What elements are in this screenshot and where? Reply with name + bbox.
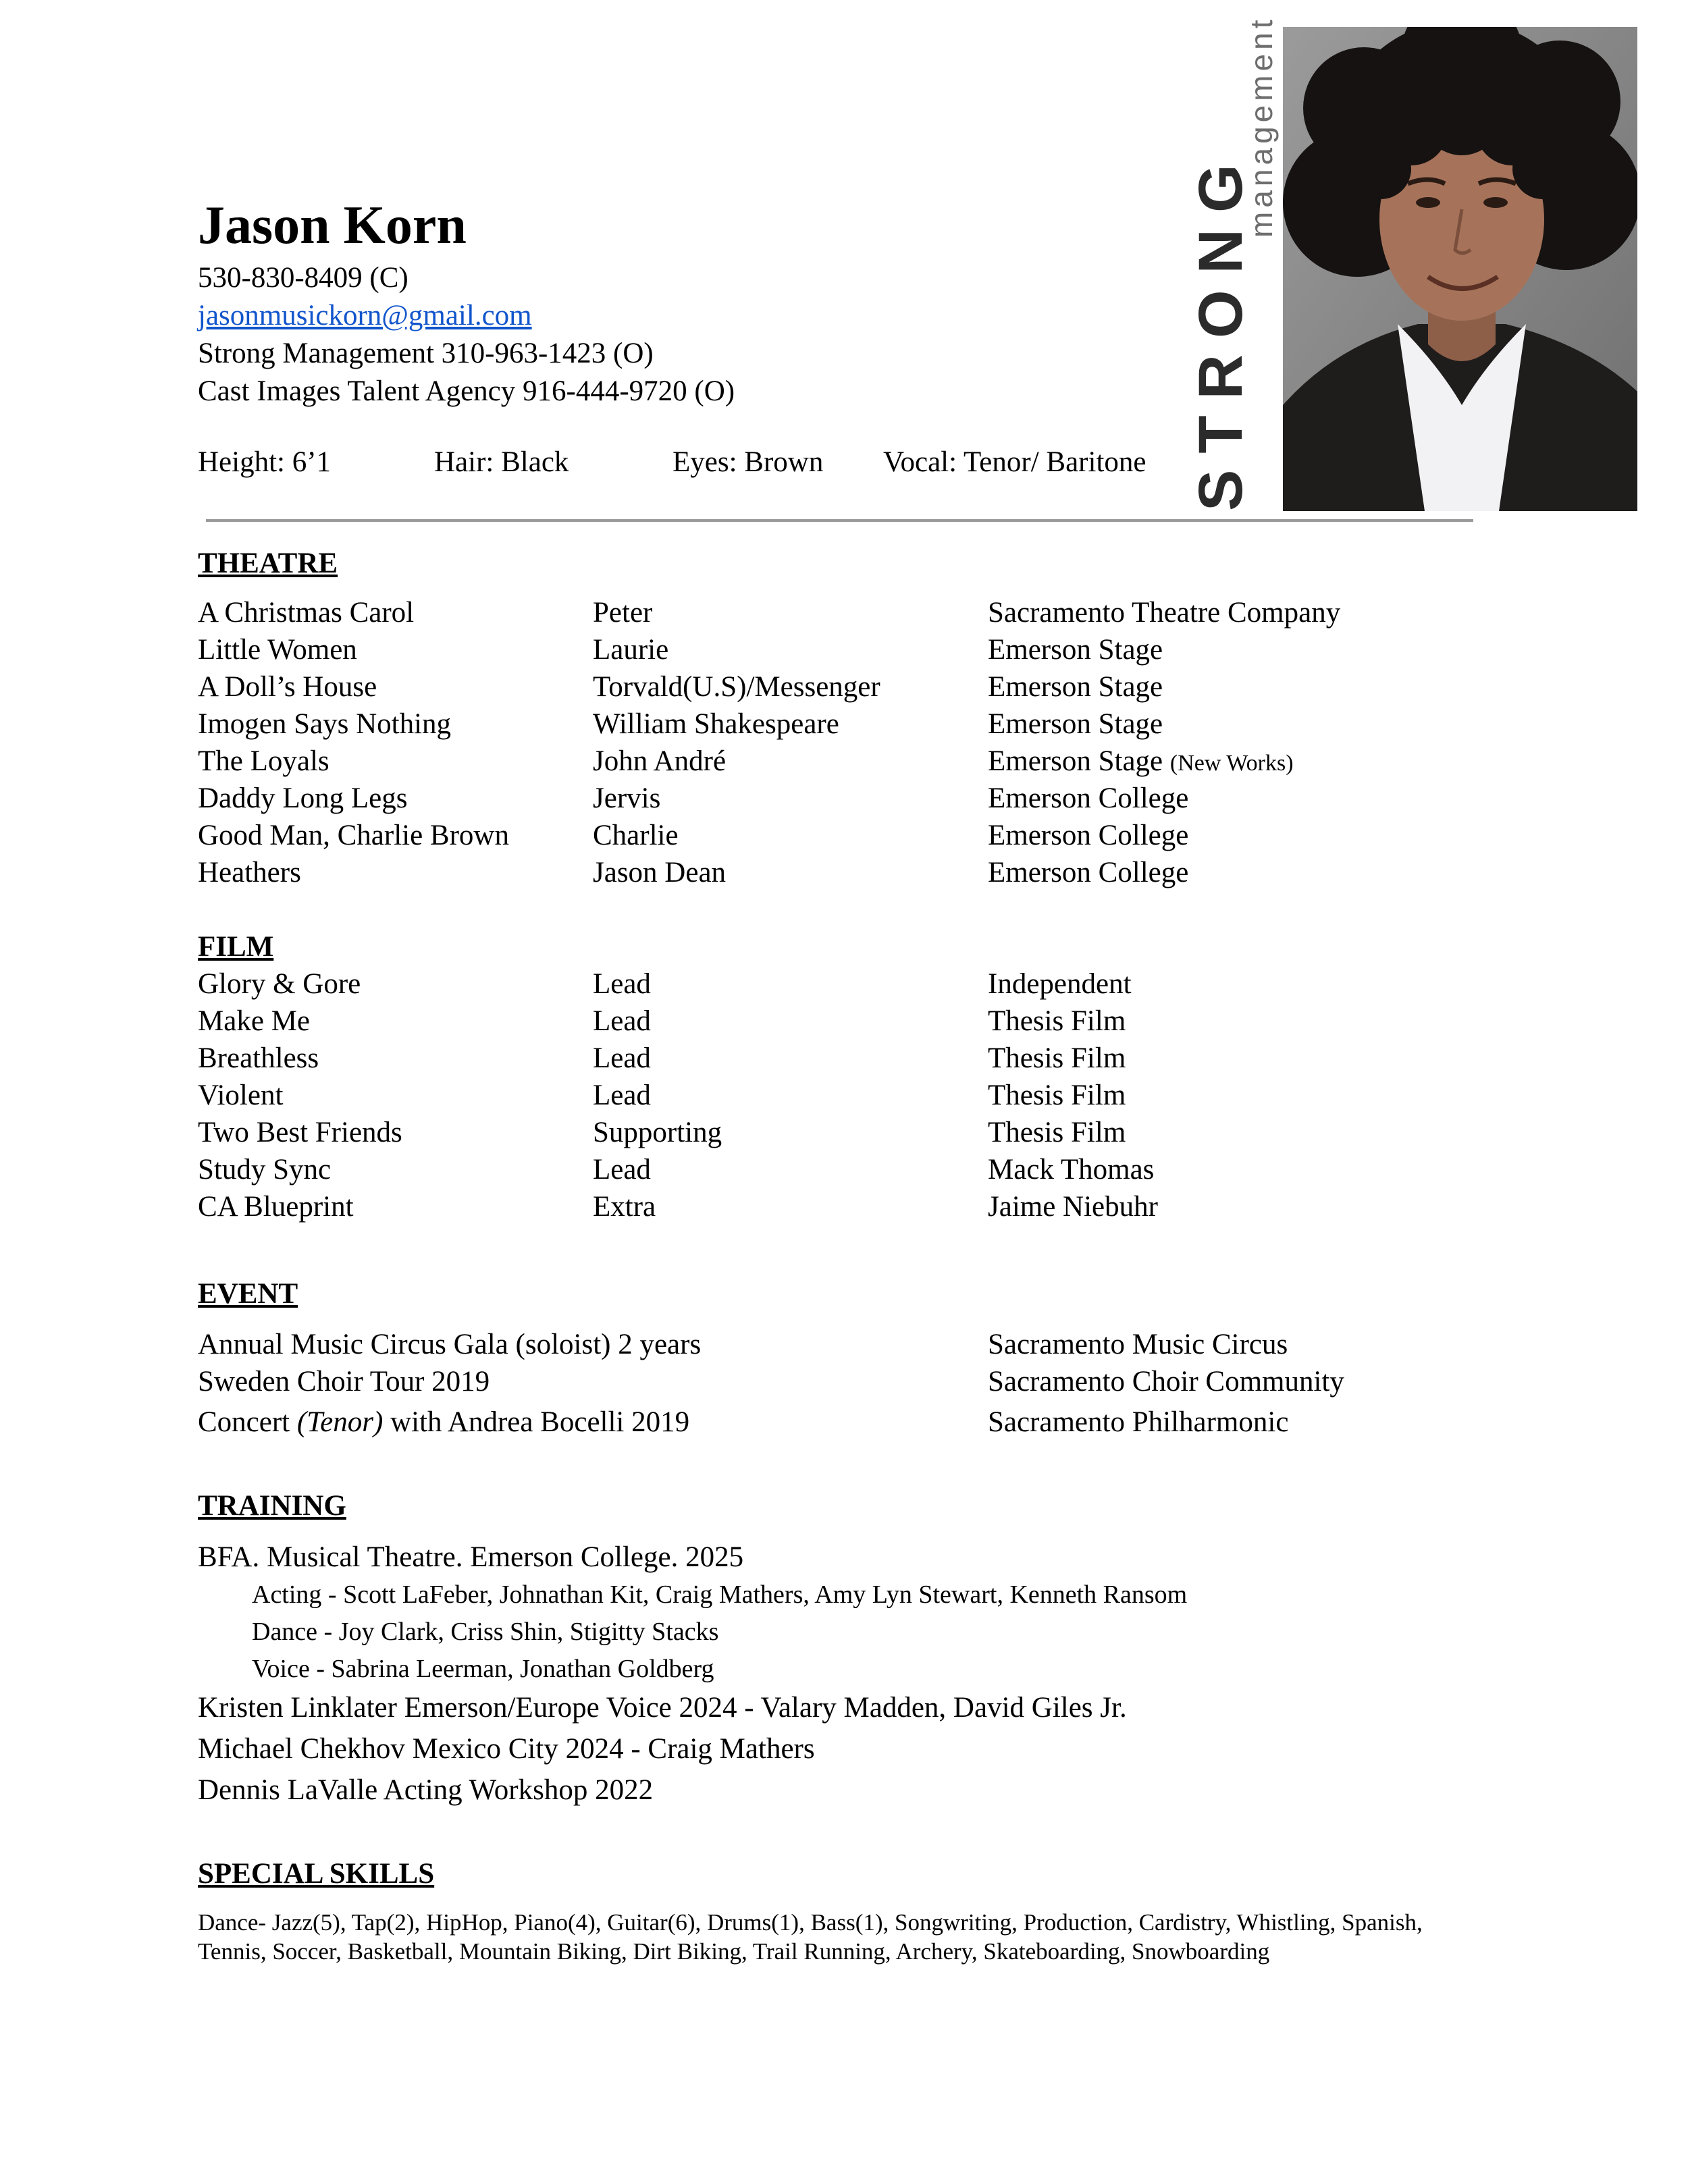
training-item: Dennis LaValle Acting Workshop 2022 <box>198 1774 654 1806</box>
eyes-stat: Eyes: Brown <box>672 446 824 478</box>
film-role: Lead <box>593 968 651 1000</box>
theatre-role: William Shakespeare <box>593 708 839 740</box>
degree: BFA. Musical Theatre. Emerson College. 2025 <box>198 1541 744 1573</box>
event-title-suffix: with Andrea Bocelli 2019 <box>383 1406 690 1438</box>
film-role: Extra <box>593 1191 656 1223</box>
film-company: Mack Thomas <box>988 1154 1155 1186</box>
film-title: Make Me <box>198 1005 310 1037</box>
event-title: Sweden Choir Tour 2019 <box>198 1366 490 1397</box>
film-role: Lead <box>593 1042 651 1074</box>
training-item: Michael Chekhov Mexico City 2024 - Craig Mathers <box>198 1733 815 1765</box>
theatre-role: Laurie <box>593 634 669 666</box>
theatre-title: Heathers <box>198 857 301 888</box>
event-company: Sacramento Choir Community <box>988 1366 1344 1397</box>
training-item: Kristen Linklater Emerson/Europe Voice 2024 - Valary Madden, David Giles Jr. <box>198 1692 1127 1724</box>
film-role: Lead <box>593 1080 651 1111</box>
film-company: Jaime Niebuhr <box>988 1191 1158 1223</box>
event-company: Sacramento Philharmonic <box>988 1406 1289 1438</box>
theatre-company: Emerson College <box>988 857 1189 888</box>
headshot-photo <box>1283 27 1637 511</box>
film-company: Thesis Film <box>988 1080 1126 1111</box>
film-company: Independent <box>988 968 1132 1000</box>
event-title-emphasis: (Tenor) <box>296 1406 384 1438</box>
theatre-role: John André <box>593 745 727 777</box>
theatre-title: Imogen Says Nothing <box>198 708 452 740</box>
brand-logo-strong: STRONG <box>1186 148 1255 511</box>
section-heading-film: FILM <box>198 931 274 963</box>
theatre-role: Jason Dean <box>593 857 727 888</box>
skills-line: Dance- Jazz(5), Tap(2), HipHop, Piano(4), Guitar(6), Drums(1), Bass(1), Songwriting, Production, Cardistry, Whistling, Spanish, <box>198 1909 1423 1936</box>
event-company: Sacramento Music Circus <box>988 1329 1288 1360</box>
film-company: Thesis Film <box>988 1042 1126 1074</box>
film-title: Study Sync <box>198 1154 332 1186</box>
header-divider <box>206 519 1473 522</box>
theatre-company: Emerson College <box>988 820 1189 851</box>
film-title: Breathless <box>198 1042 319 1074</box>
event-title: Annual Music Circus Gala (soloist) 2 years <box>198 1329 702 1360</box>
theatre-company: Emerson Stage <box>988 671 1163 703</box>
theatre-title: Daddy Long Legs <box>198 782 408 814</box>
film-role: Lead <box>593 1005 651 1037</box>
film-title: Violent <box>198 1080 284 1111</box>
section-heading-skills: SPECIAL SKILLS <box>198 1858 435 1890</box>
headshot-illustration <box>1283 27 1637 511</box>
vocal-stat: Vocal: Tenor/ Baritone <box>883 446 1146 478</box>
theatre-role: Jervis <box>593 782 661 814</box>
theatre-title: Good Man, Charlie Brown <box>198 820 509 851</box>
theatre-title: A Christmas Carol <box>198 597 415 629</box>
agency-contact: Cast Images Talent Agency 916-444-9720 (O) <box>198 375 735 407</box>
skills-line: Tennis, Soccer, Basketball, Mountain Biking, Dirt Biking, Trail Running, Archery, Skateboarding, Snowboarding <box>198 1938 1270 1965</box>
theatre-company: Sacramento Theatre Company <box>988 597 1341 629</box>
theatre-role: Torvald(U.S)/Messenger <box>593 671 880 703</box>
email-link[interactable]: jasonmusickorn@gmail.com <box>198 300 532 331</box>
film-role: Supporting <box>593 1117 722 1148</box>
theatre-company: Emerson Stage <box>988 708 1163 740</box>
film-title: Glory & Gore <box>198 968 361 1000</box>
event-title-prefix: Concert <box>198 1406 297 1438</box>
theatre-company-name: Emerson Stage <box>988 745 1163 777</box>
section-heading-event: EVENT <box>198 1278 298 1310</box>
hair-stat: Hair: Black <box>434 446 569 478</box>
event-title <box>198 1408 689 1437</box>
section-heading-theatre: THEATRE <box>198 548 338 579</box>
management-contact: Strong Management 310-963-1423 (O) <box>198 338 654 369</box>
section-heading-training: TRAINING <box>198 1490 346 1522</box>
film-title: Two Best Friends <box>198 1117 402 1148</box>
theatre-company: Emerson College <box>988 782 1189 814</box>
actor-name: Jason Korn <box>198 196 467 255</box>
training-teachers: Acting - Scott LaFeber, Johnathan Kit, Craig Mathers, Amy Lyn Stewart, Kenneth Ransom <box>252 1580 1188 1609</box>
film-role: Lead <box>593 1154 651 1186</box>
training-teachers: Voice - Sabrina Leerman, Jonathan Goldberg <box>252 1655 714 1683</box>
film-company: Thesis Film <box>988 1005 1126 1037</box>
theatre-title: A Doll’s House <box>198 671 377 703</box>
film-company: Thesis Film <box>988 1117 1126 1148</box>
theatre-role: Charlie <box>593 820 679 851</box>
theatre-title: The Loyals <box>198 745 329 777</box>
new-works-note: (New Works) <box>1169 751 1294 776</box>
brand-logo-management: management <box>1244 16 1279 238</box>
height-stat: Height: 6’1 <box>198 446 332 478</box>
theatre-company <box>988 747 1294 776</box>
training-teachers: Dance - Joy Clark, Criss Shin, Stigitty Stacks <box>252 1618 719 1646</box>
film-title: CA Blueprint <box>198 1191 354 1223</box>
cell-phone: 530-830-8409 (C) <box>198 262 408 294</box>
theatre-company: Emerson Stage <box>988 634 1163 666</box>
theatre-title: Little Women <box>198 634 357 666</box>
theatre-role: Peter <box>593 597 653 629</box>
